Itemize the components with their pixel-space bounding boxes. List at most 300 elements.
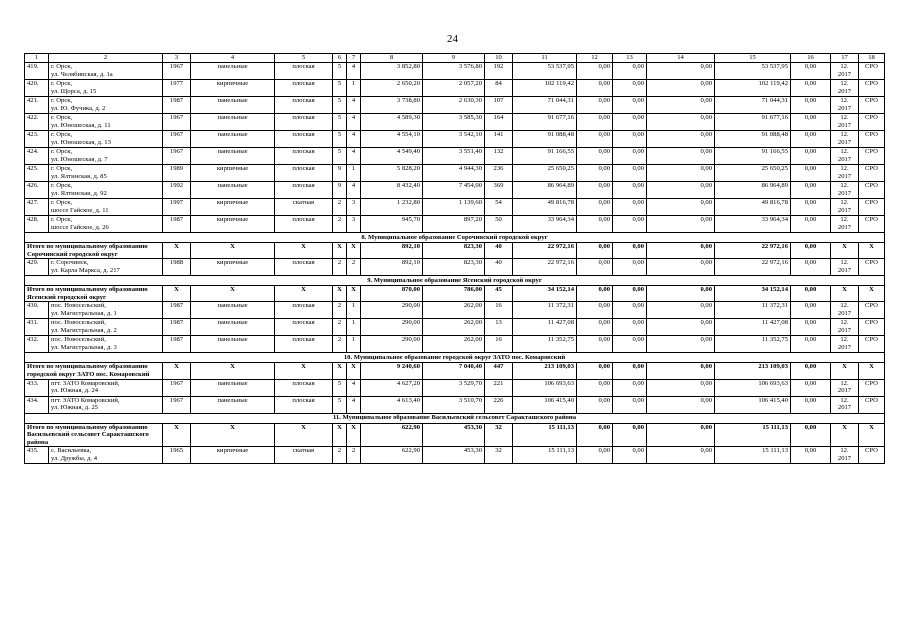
row-number: 419.: [25, 63, 49, 80]
section-header-row: [25, 353, 885, 363]
cost-total: 91 088,48: [513, 131, 577, 148]
cost-total: 25 650,25: [513, 165, 577, 182]
build-year: 1992: [163, 182, 191, 199]
cost-col-15: 25 650,25: [715, 165, 791, 182]
cost-col-16: 0,00: [791, 336, 831, 353]
cost-col-15: 71 044,31: [715, 97, 791, 114]
address-city: пгт. ЗАТО Комаровский,: [51, 379, 120, 387]
residents-count: 236: [485, 165, 513, 182]
wall-material: панельные: [191, 379, 275, 396]
address-cell: [49, 80, 163, 97]
cost-col-12: 0,00: [577, 336, 613, 353]
cost-col-14: 0,00: [647, 336, 715, 353]
address-street: ул. Ю. Фучика, д. 2: [51, 104, 106, 112]
cost-col-16: 0,00: [791, 363, 831, 379]
row-number: 421.: [25, 97, 49, 114]
wall-material: панельные: [191, 148, 275, 165]
residents-count: 447: [485, 363, 513, 379]
address-city: пгт. ЗАТО Комаровский,: [51, 396, 120, 404]
address-city: г. Орск,: [51, 63, 73, 70]
roof-type: плоская: [275, 97, 333, 114]
residents-count: 16: [485, 302, 513, 319]
cost-col-13: 0,00: [613, 302, 647, 319]
cost-col-13: 0,00: [613, 114, 647, 131]
entrances: 4: [347, 114, 361, 131]
row-number: 422.: [25, 114, 49, 131]
cost-col-15: 53 537,95: [715, 63, 791, 80]
column-number-6: 6: [333, 54, 347, 63]
entrances: 4: [347, 148, 361, 165]
column-number-9: 9: [423, 54, 485, 63]
cost-col-15: 91 677,16: [715, 114, 791, 131]
x-mark: X: [859, 286, 885, 302]
row-number: 433.: [25, 379, 49, 396]
column-number-13: 13: [613, 54, 647, 63]
column-number-4: 4: [191, 54, 275, 63]
column-number-row: [25, 54, 885, 63]
planned-completion: 12. 2017: [831, 396, 859, 413]
floors: 2: [333, 199, 347, 216]
address-street: ул. Челябинская, д. 1а: [51, 70, 113, 78]
residential-area: 3 510,70: [423, 396, 485, 413]
x-mark: X: [347, 423, 361, 447]
x-mark: X: [275, 286, 333, 302]
entrances: 3: [347, 216, 361, 233]
roof-type: плоская: [275, 216, 333, 233]
page-number: 24: [447, 33, 458, 45]
row-number: 426.: [25, 182, 49, 199]
cost-col-16: 0,00: [791, 131, 831, 148]
entrances: 3: [347, 199, 361, 216]
cost-col-12: 0,00: [577, 286, 613, 302]
repair-method: СРО: [859, 199, 885, 216]
cost-col-14: 0,00: [647, 302, 715, 319]
table-row: [25, 447, 885, 464]
row-number: 427.: [25, 199, 49, 216]
cost-col-15: 91 088,48: [715, 131, 791, 148]
section-header-row: [25, 413, 885, 423]
wall-material: панельные: [191, 182, 275, 199]
column-number-7: 7: [347, 54, 361, 63]
residents-count: 107: [485, 97, 513, 114]
total-area: 4 627,20: [361, 379, 423, 396]
planned-completion: 12. 2017: [831, 131, 859, 148]
total-area: 9 240,60: [361, 363, 423, 379]
column-number-1: 1: [25, 54, 49, 63]
table-row: [25, 199, 885, 216]
cost-col-12: 0,00: [577, 243, 613, 259]
roof-type: плоская: [275, 148, 333, 165]
repair-method: СРО: [859, 114, 885, 131]
address-cell: [49, 165, 163, 182]
cost-col-16: 0,00: [791, 63, 831, 80]
cost-col-16: 0,00: [791, 114, 831, 131]
cost-col-12: 0,00: [577, 259, 613, 276]
column-number-18: 18: [859, 54, 885, 63]
x-mark: X: [275, 363, 333, 379]
residential-area: 4 944,30: [423, 165, 485, 182]
table-row: [25, 216, 885, 233]
table-row: [25, 63, 885, 80]
total-area: 5 828,20: [361, 165, 423, 182]
planned-completion: 12. 2017: [831, 447, 859, 464]
cost-col-15: 49 816,78: [715, 199, 791, 216]
roof-type: скатная: [275, 199, 333, 216]
entrances: 1: [347, 336, 361, 353]
row-number: 431.: [25, 319, 49, 336]
planned-completion: 12. 2017: [831, 216, 859, 233]
address-city: с. Васильевка,: [51, 447, 92, 455]
total-area: 945,70: [361, 216, 423, 233]
floors: 2: [333, 319, 347, 336]
cost-col-15: 11 352,75: [715, 336, 791, 353]
address-city: г. Орск,: [51, 182, 73, 189]
x-mark: X: [859, 243, 885, 259]
planned-completion: 12. 2017: [831, 165, 859, 182]
residents-count: 45: [485, 286, 513, 302]
table-row: [25, 379, 885, 396]
build-year: 1989: [163, 165, 191, 182]
cost-col-15: 102 119,42: [715, 80, 791, 97]
entrances: 4: [347, 97, 361, 114]
address-cell: [49, 302, 163, 319]
cost-col-13: 0,00: [613, 379, 647, 396]
total-area: 290,00: [361, 336, 423, 353]
planned-completion: 12. 2017: [831, 259, 859, 276]
cost-col-14: 0,00: [647, 165, 715, 182]
cost-total: 53 537,95: [513, 63, 577, 80]
residents-count: 54: [485, 199, 513, 216]
x-mark: X: [333, 286, 347, 302]
build-year: 1967: [163, 379, 191, 396]
repair-method: СРО: [859, 379, 885, 396]
build-year: 1967: [163, 131, 191, 148]
entrances: 4: [347, 182, 361, 199]
planned-completion: 12. 2017: [831, 63, 859, 80]
cost-col-14: 0,00: [647, 423, 715, 447]
row-number: 430.: [25, 302, 49, 319]
subtotal-name: Итого по муниципальному образованию Сорочинский городской округ: [25, 243, 163, 259]
cost-col-13: 0,00: [613, 243, 647, 259]
cost-col-15: 34 152,14: [715, 286, 791, 302]
planned-completion: 12. 2017: [831, 336, 859, 353]
x-mark: X: [163, 363, 191, 379]
repair-method: СРО: [859, 131, 885, 148]
residential-area: 823,30: [423, 259, 485, 276]
repair-method: СРО: [859, 319, 885, 336]
subtotal-name: Итого по муниципальному образованию городской округ ЗАТО пос. Комаровский: [25, 363, 163, 379]
residents-count: 192: [485, 63, 513, 80]
row-number: 420.: [25, 80, 49, 97]
address-cell: [49, 259, 163, 276]
cost-col-16: 0,00: [791, 447, 831, 464]
cost-col-13: 0,00: [613, 363, 647, 379]
address-city: г. Сорочинск,: [51, 259, 89, 267]
repair-method: СРО: [859, 148, 885, 165]
planned-completion: 12. 2017: [831, 319, 859, 336]
cost-col-12: 0,00: [577, 447, 613, 464]
cost-col-14: 0,00: [647, 363, 715, 379]
address-cell: [49, 379, 163, 396]
cost-col-12: 0,00: [577, 63, 613, 80]
address-cell: [49, 182, 163, 199]
wall-material: кирпичные: [191, 199, 275, 216]
cost-col-12: 0,00: [577, 423, 613, 447]
address-street: ул. Магистральная, д. 1: [51, 310, 117, 318]
cost-col-15: 15 111,13: [715, 447, 791, 464]
roof-type: плоская: [275, 131, 333, 148]
table-row: [25, 80, 885, 97]
cost-col-16: 0,00: [791, 216, 831, 233]
cost-col-15: 213 109,03: [715, 363, 791, 379]
total-area: 4 554,10: [361, 131, 423, 148]
cost-col-13: 0,00: [613, 131, 647, 148]
residents-count: 50: [485, 216, 513, 233]
subtotal-name: Итого по муниципальному образованию Ясенский городской округ: [25, 286, 163, 302]
cost-col-16: 0,00: [791, 97, 831, 114]
x-mark: X: [275, 243, 333, 259]
cost-col-14: 0,00: [647, 182, 715, 199]
cost-col-14: 0,00: [647, 243, 715, 259]
cost-col-12: 0,00: [577, 379, 613, 396]
cost-col-12: 0,00: [577, 80, 613, 97]
cost-total: 11 427,08: [513, 319, 577, 336]
floors: 5: [333, 63, 347, 80]
address-city: г. Орск,: [51, 97, 73, 104]
residents-count: 226: [485, 396, 513, 413]
subtotal-row: [25, 243, 885, 259]
cost-total: 34 152,14: [513, 286, 577, 302]
cost-col-13: 0,00: [613, 216, 647, 233]
wall-material: кирпичные: [191, 80, 275, 97]
cost-total: 106 415,40: [513, 396, 577, 413]
address-city: пос. Новосельский,: [51, 319, 106, 327]
cost-total: 15 111,13: [513, 423, 577, 447]
planned-completion: 12. 2017: [831, 302, 859, 319]
roof-type: плоская: [275, 165, 333, 182]
entrances: 1: [347, 319, 361, 336]
roof-type: плоская: [275, 259, 333, 276]
x-mark: X: [347, 243, 361, 259]
address-city: г. Орск,: [51, 199, 73, 206]
roof-type: плоская: [275, 336, 333, 353]
table-row: [25, 148, 885, 165]
table-row: [25, 114, 885, 131]
address-cell: [49, 447, 163, 464]
residents-count: 369: [485, 182, 513, 199]
cost-col-16: 0,00: [791, 286, 831, 302]
total-area: 4 589,30: [361, 114, 423, 131]
address-city: г. Орск,: [51, 114, 73, 121]
floors: 2: [333, 259, 347, 276]
x-mark: X: [831, 243, 859, 259]
residential-area: 2 057,20: [423, 80, 485, 97]
repair-method: СРО: [859, 259, 885, 276]
entrances: 4: [347, 379, 361, 396]
x-mark: X: [347, 286, 361, 302]
row-number: 434.: [25, 396, 49, 413]
x-mark: X: [163, 423, 191, 447]
x-mark: X: [191, 363, 275, 379]
roof-type: плоская: [275, 319, 333, 336]
residential-area: 823,30: [423, 243, 485, 259]
floors: 5: [333, 148, 347, 165]
address-cell: [49, 114, 163, 131]
cost-col-12: 0,00: [577, 319, 613, 336]
build-year: 1967: [163, 114, 191, 131]
cost-total: 22 972,16: [513, 259, 577, 276]
table-row: [25, 396, 885, 413]
table-row: [25, 336, 885, 353]
repair-method: СРО: [859, 302, 885, 319]
residential-area: 3 551,40: [423, 148, 485, 165]
table-row: [25, 319, 885, 336]
section-header-row: [25, 276, 885, 286]
cost-col-13: 0,00: [613, 286, 647, 302]
residential-area: 897,20: [423, 216, 485, 233]
address-street: ул. Магистральная, д. 3: [51, 344, 117, 352]
x-mark: X: [333, 423, 347, 447]
cost-col-13: 0,00: [613, 423, 647, 447]
table-row: [25, 302, 885, 319]
column-number-17: 17: [831, 54, 859, 63]
address-cell: [49, 63, 163, 80]
floors: 9: [333, 165, 347, 182]
residents-count: 40: [485, 243, 513, 259]
cost-col-16: 0,00: [791, 259, 831, 276]
roof-type: плоская: [275, 396, 333, 413]
wall-material: кирпичные: [191, 165, 275, 182]
column-number-12: 12: [577, 54, 613, 63]
subtotal-name: Итого по муниципальному образованию Васильевский сельсовет Саракташского района: [25, 423, 163, 447]
address-cell: [49, 396, 163, 413]
address-street: ул. Дружбы, д. 4: [51, 455, 98, 463]
cost-col-13: 0,00: [613, 199, 647, 216]
cost-col-14: 0,00: [647, 216, 715, 233]
row-number: 435.: [25, 447, 49, 464]
floors: 5: [333, 131, 347, 148]
floors: 2: [333, 447, 347, 464]
total-area: 8 432,40: [361, 182, 423, 199]
cost-col-15: 91 166,55: [715, 148, 791, 165]
build-year: 1967: [163, 148, 191, 165]
total-area: 4 549,40: [361, 148, 423, 165]
cost-col-13: 0,00: [613, 259, 647, 276]
total-area: 4 613,40: [361, 396, 423, 413]
cost-col-14: 0,00: [647, 80, 715, 97]
cost-total: 22 972,16: [513, 243, 577, 259]
x-mark: X: [333, 243, 347, 259]
cost-col-16: 0,00: [791, 423, 831, 447]
residential-area: 3 542,10: [423, 131, 485, 148]
wall-material: панельные: [191, 97, 275, 114]
build-year: 1987: [163, 302, 191, 319]
build-year: 1967: [163, 396, 191, 413]
residents-count: 221: [485, 379, 513, 396]
address-city: г. Орск,: [51, 131, 73, 138]
cost-col-13: 0,00: [613, 182, 647, 199]
residents-count: 84: [485, 80, 513, 97]
address-cell: [49, 199, 163, 216]
residents-count: 141: [485, 131, 513, 148]
x-mark: X: [831, 423, 859, 447]
floors: 5: [333, 80, 347, 97]
address-street: ул. Южная, д. 24: [51, 387, 99, 395]
residents-count: 164: [485, 114, 513, 131]
residents-count: 16: [485, 336, 513, 353]
residential-area: 262,00: [423, 302, 485, 319]
cost-total: 11 352,75: [513, 336, 577, 353]
wall-material: панельные: [191, 63, 275, 80]
cost-col-15: 15 111,13: [715, 423, 791, 447]
residential-area: 262,00: [423, 336, 485, 353]
cost-col-14: 0,00: [647, 199, 715, 216]
cost-col-14: 0,00: [647, 286, 715, 302]
wall-material: панельные: [191, 396, 275, 413]
total-area: 870,00: [361, 286, 423, 302]
subtotal-row: [25, 286, 885, 302]
address-city: г. Орск,: [51, 148, 73, 155]
cost-col-16: 0,00: [791, 243, 831, 259]
cost-total: 33 964,34: [513, 216, 577, 233]
cost-total: 15 111,13: [513, 447, 577, 464]
cost-col-14: 0,00: [647, 319, 715, 336]
cost-col-15: 106 415,40: [715, 396, 791, 413]
cost-col-14: 0,00: [647, 396, 715, 413]
row-number: 425.: [25, 165, 49, 182]
wall-material: кирпичные: [191, 216, 275, 233]
address-city: г. Орск,: [51, 216, 73, 223]
build-year: 1997: [163, 199, 191, 216]
cost-col-15: 11 372,31: [715, 302, 791, 319]
cost-col-12: 0,00: [577, 165, 613, 182]
entrances: 2: [347, 447, 361, 464]
floors: 5: [333, 114, 347, 131]
x-mark: X: [347, 363, 361, 379]
repair-method: СРО: [859, 97, 885, 114]
total-area: 3 738,80: [361, 97, 423, 114]
repair-method: СРО: [859, 336, 885, 353]
table-row: [25, 182, 885, 199]
cost-total: 106 693,63: [513, 379, 577, 396]
cost-col-12: 0,00: [577, 148, 613, 165]
address-street: ул. Щорса, д. 15: [51, 87, 97, 95]
x-mark: X: [333, 363, 347, 379]
repair-method: СРО: [859, 63, 885, 80]
residential-area: 786,00: [423, 286, 485, 302]
roof-type: плоская: [275, 63, 333, 80]
floors: 5: [333, 379, 347, 396]
row-number: 423.: [25, 131, 49, 148]
total-area: 2 650,20: [361, 80, 423, 97]
build-year: 1988: [163, 259, 191, 276]
x-mark: X: [275, 423, 333, 447]
entrances: 2: [347, 259, 361, 276]
address-city: г. Орск,: [51, 80, 73, 87]
cost-col-12: 0,00: [577, 114, 613, 131]
cost-col-14: 0,00: [647, 114, 715, 131]
cost-total: 91 166,55: [513, 148, 577, 165]
build-year: 1977: [163, 80, 191, 97]
roof-type: плоская: [275, 114, 333, 131]
address-city: пос. Новосельский,: [51, 336, 106, 344]
total-area: 290,00: [361, 319, 423, 336]
residents-count: 32: [485, 423, 513, 447]
cost-col-14: 0,00: [647, 97, 715, 114]
repair-method: СРО: [859, 447, 885, 464]
roof-type: плоская: [275, 302, 333, 319]
address-cell: [49, 148, 163, 165]
